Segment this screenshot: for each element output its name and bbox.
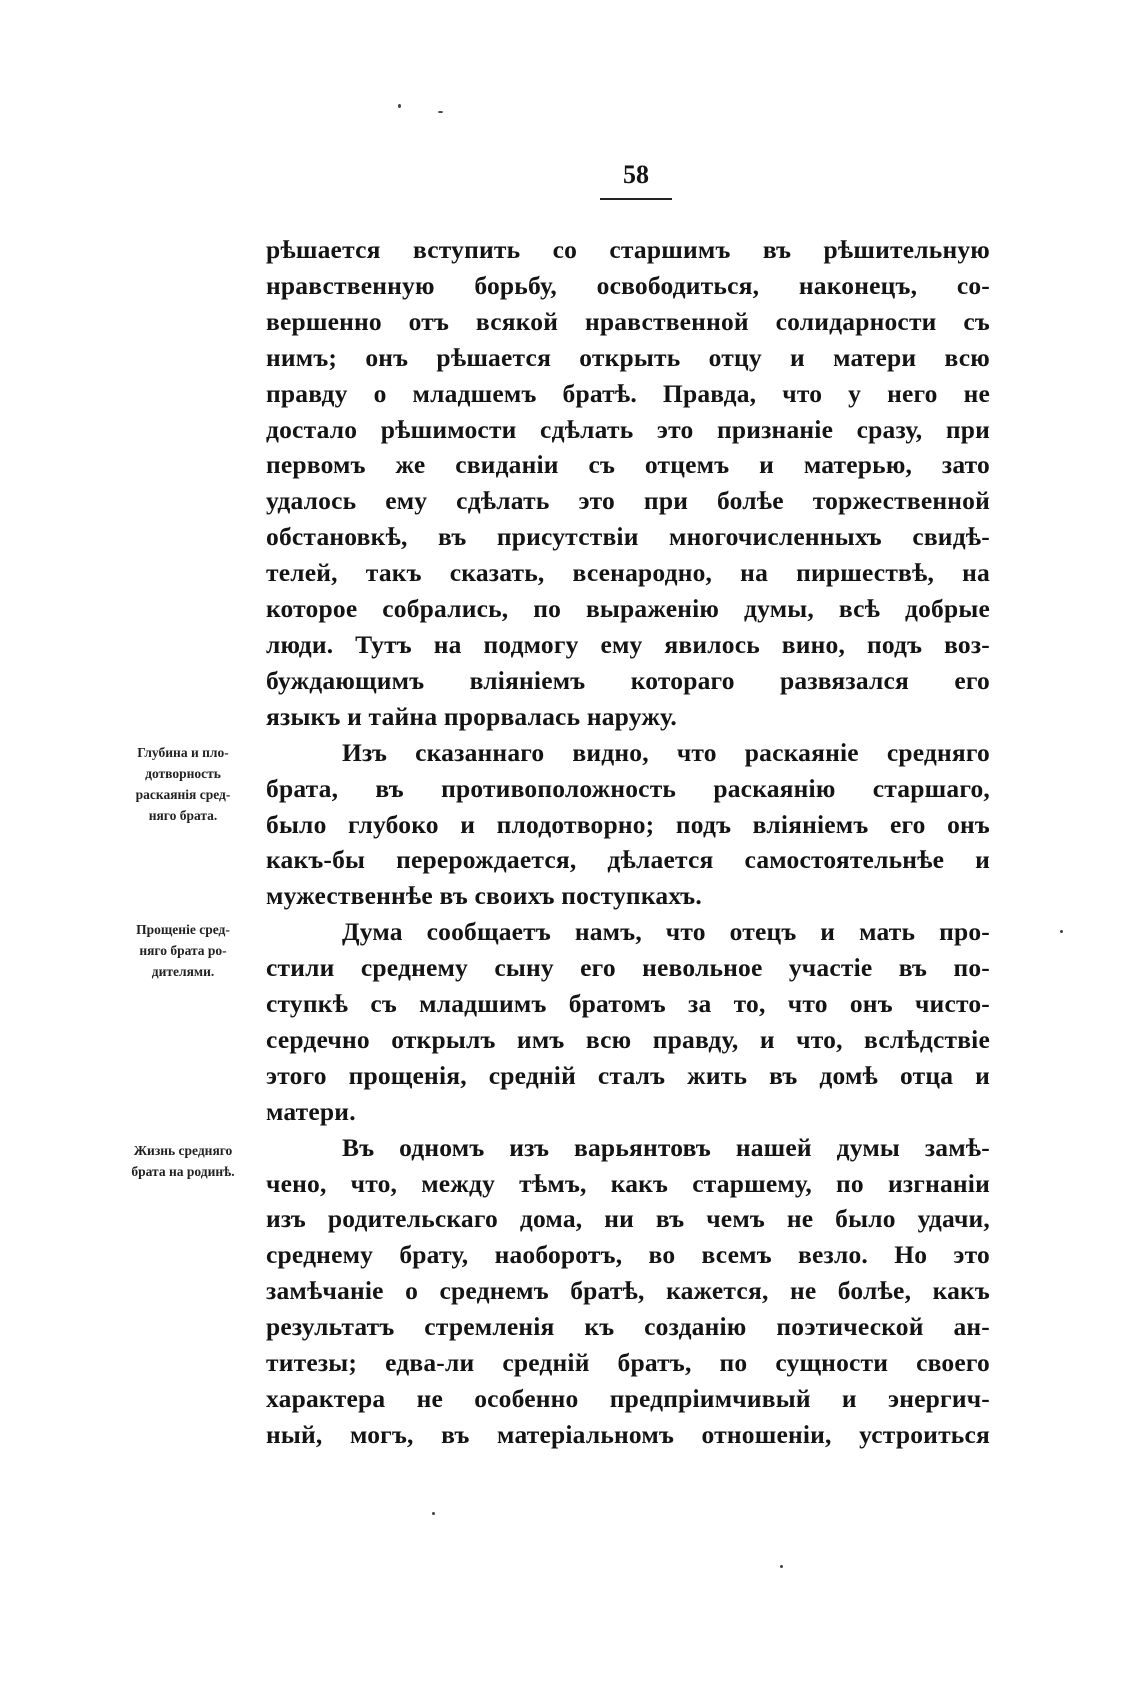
scan-speck — [1060, 930, 1063, 933]
text-line: первомъ же свиданіи съ отцемъ и матерью, зато — [266, 450, 990, 480]
text-line: люди. Тутъ на подмогу ему явилось вино, подъ воз- — [266, 629, 990, 659]
text-line: изъ родительскаго дома, ни въ чемъ не было удачи, — [266, 1204, 990, 1234]
scan-speck — [438, 111, 443, 113]
text-line: телей, такъ сказать, всенародно, на пиршествѣ, на — [266, 558, 990, 588]
text-line: правду о младшемъ братѣ. Правда, что у него не — [266, 378, 990, 408]
text-line: брата, въ противоположность раскаянію старшаго, — [266, 773, 990, 803]
text-line: языкъ и тайна прорвалась наружу. — [266, 701, 678, 731]
text-line: матери. — [266, 1096, 356, 1126]
text-line: достало рѣшимости сдѣлать это признаніе сразу, при — [266, 414, 990, 444]
text-line: стили среднему сыну его невольное участіе въ по- — [266, 953, 990, 983]
sidenote-line: Жизнь средняго — [133, 1143, 233, 1158]
text-line: ный, могъ, въ матеріальномъ отношеніи, устроиться — [266, 1419, 990, 1449]
text-line: обстановкѣ, въ присутствіи многочисленныхъ свидѣ- — [266, 522, 990, 552]
text-line: чено, что, между тѣмъ, какъ старшему, по изгнаніи — [266, 1168, 990, 1198]
page-number: 58 — [623, 160, 649, 189]
sidenote-line: Глубина и пло- — [137, 745, 229, 760]
text-line: рѣшается вступить со старшимъ въ рѣшительную — [266, 235, 990, 264]
text-line: характера не особенно предпріимчивый и энергич- — [266, 1384, 990, 1413]
sidenote-2 — [108, 919, 258, 982]
text-line: удалось ему сдѣлать это при болѣе торжественной — [266, 486, 990, 516]
sidenote-line: брата на родинѣ. — [131, 1164, 235, 1179]
text-line: буждающимъ вліяніемъ котораго развязался его — [266, 665, 990, 695]
text-line: замѣчаніе о среднемъ братѣ, кажется, не болѣе, какъ — [266, 1276, 990, 1306]
main-text — [266, 232, 990, 1453]
sidenote-line: няго брата. — [148, 808, 218, 823]
text-line: Дума сообщаетъ намъ, что отецъ и мать про- — [342, 917, 990, 947]
text-line: результатъ стремленія къ созданію поэтической ан- — [266, 1312, 990, 1342]
text-line: нравственную борьбу, освободиться, наконецъ, со- — [266, 270, 990, 300]
text-line: какъ-бы перерождается, дѣлается самостоятельнѣе и — [266, 845, 990, 875]
text-line: которое собрались, по выраженію думы, всѣ добрые — [266, 594, 990, 624]
text-line: Изъ сказаннаго видно, что раскаяніе средняго — [342, 737, 990, 767]
sidenote-line: дителями. — [151, 964, 215, 979]
text-line: было глубоко и плодотворно; подъ вліяніемъ его онъ — [266, 809, 990, 839]
sidenote-line: няго брата ро- — [139, 943, 227, 958]
sidenote-line: раскаянія сред- — [135, 787, 231, 802]
scan-speck — [398, 104, 401, 108]
page-number-rule — [600, 198, 672, 200]
sidenote-1 — [108, 742, 258, 826]
text-line: мужественнѣе въ своихъ поступкахъ. — [266, 881, 702, 911]
text-line: среднему брату, наоборотъ, во всемъ везло. Но это — [266, 1240, 990, 1270]
text-line: Въ одномъ изъ варьянтовъ нашей думы замѣ- — [342, 1132, 990, 1162]
text-line: этого прощенія, средній сталъ жить въ домѣ отца и — [266, 1060, 990, 1090]
text-line: нимъ; онъ рѣшается открыть отцу и матери всю — [266, 342, 990, 372]
text-line: ступкѣ съ младшимъ братомъ за то, что онъ чисто- — [266, 989, 990, 1019]
text-line: сердечно открылъ имъ всю правду, и что, вслѣдствіе — [266, 1024, 990, 1054]
sidenote-line: дотворность — [145, 766, 221, 781]
sidenote-3 — [108, 1140, 258, 1182]
scan-speck — [780, 1565, 783, 1568]
text-line: вершенно отъ всякой нравственной солидарности съ — [266, 306, 990, 336]
text-line: титезы; едва-ли средній братъ, по сущности своего — [266, 1348, 990, 1378]
sidenote-line: Прощеніе сред- — [136, 922, 230, 937]
scan-speck — [432, 1512, 435, 1515]
